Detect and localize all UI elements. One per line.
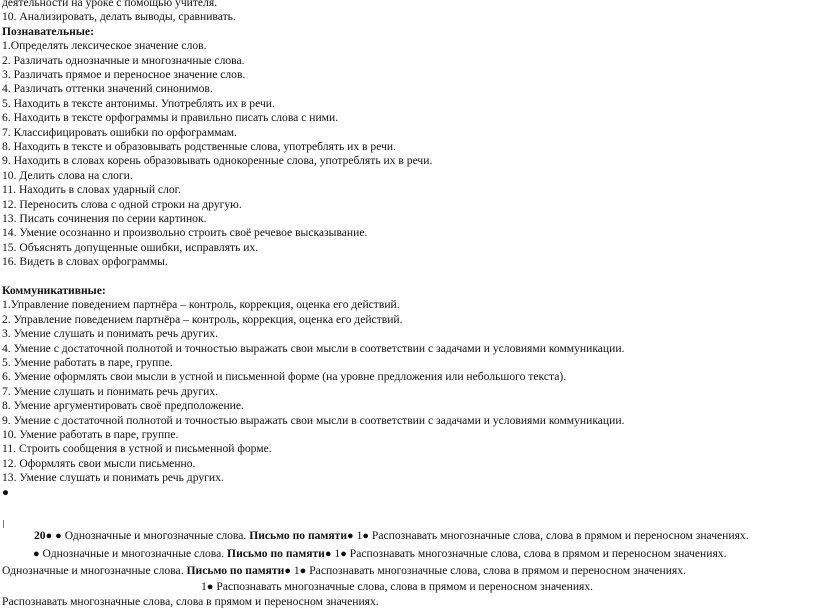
hours-count: 1 <box>290 564 300 577</box>
text-line: 12. Переносить слова с одной строки на другую. <box>2 197 242 211</box>
text-line: 1.Определять лексическое значение слов. <box>2 39 207 53</box>
section-heading: Коммуникативные: <box>2 284 106 297</box>
hours-count: 1 <box>331 547 341 560</box>
text-line: 9. Умение с достаточной полнотой и точностью выражать свои мысли в соответствии с задачами и условиями коммуникации. <box>2 413 625 427</box>
activity-type: Письмо по памяти <box>249 529 348 542</box>
text-line: 8. Умение аргументировать своё предположение. <box>2 399 244 413</box>
text-line: ● <box>2 485 10 499</box>
repeat-line-4 <box>201 580 593 594</box>
text-line: 2. Управление поведением партнёра – контроль, коррекция, оценка его действий. <box>2 312 403 326</box>
bullet: ● <box>206 581 214 593</box>
text-line: 9. Находить в словах корень образовывать однокоренные слова, употреблять их в речи. <box>2 154 433 168</box>
outcome-text: Распознавать многозначные слова, слова в прямом и переносном значениях. <box>213 580 594 593</box>
text-line: 4. Умение с достаточной полнотой и точностью выражать свои мысли в соответствии с задачами и условиями коммуникации. <box>2 341 625 355</box>
text-line: 3. Различать прямое и переносное значение слов. <box>2 68 246 81</box>
margin-marker <box>3 520 4 528</box>
row-number: 20 <box>34 529 46 542</box>
bullet: ● <box>33 548 40 560</box>
text-line: 14. Умение осознанно и произвольно строить своё речевое высказывание. <box>2 226 368 240</box>
text-line: 11. Строить сообщения в устной и письменной форме. <box>2 442 272 456</box>
text-line: 13. Умение слушать и понимать речь других. <box>2 471 224 485</box>
text-line: 10. Делить слова на слоги. <box>2 168 133 182</box>
outcome-text: Распознавать многозначные слова, слова в прямом и переносном значениях. <box>306 564 686 577</box>
text-line: 13. Писать сочинения по серии картинок. <box>2 212 207 225</box>
repeat-line-3 <box>2 564 686 578</box>
text-line: 6. Умение оформлять свои мысли в устной и письменной форме (на уровне предложения или небольшого текста). <box>2 370 567 384</box>
bullet: ● <box>45 530 53 542</box>
text-line: 5. Находить в тексте антонимы. Употреблять их в речи. <box>2 96 275 110</box>
repeat-line-5 <box>2 595 379 609</box>
text-line: 11. Находить в словах ударный слог. <box>2 183 181 197</box>
bullet: ● <box>299 565 307 577</box>
text-line: 16. Видеть в словах орфограммы. <box>2 255 168 269</box>
text-line: 12. Оформлять свои мысли письменно. <box>2 456 196 470</box>
text-line: 5. Умение работать в паре, группе. <box>2 356 173 369</box>
text-line: 4. Различать оттенки значений синонимов. <box>2 82 213 96</box>
outcome-text: Распознавать многозначные слова, слова в прямом и переносном значениях. <box>2 595 379 608</box>
outcome-text: Распознавать многозначные слова, слова в прямом и переносном значениях. <box>369 529 749 542</box>
outcome-text: Распознавать многозначные слова, слова в прямом и переносном значениях. <box>346 547 727 560</box>
text-line: 10. Анализировать, делать выводы, сравнивать. <box>2 10 236 24</box>
activity-type: Письмо по памяти <box>186 564 285 577</box>
bullet: ● <box>362 530 370 542</box>
text-line: деятельности на уроке с помощью учителя. <box>2 0 218 9</box>
text-line: 3. Умение слушать и понимать речь других. <box>2 327 219 341</box>
text-line: 7. Умение слушать и понимать речь других. <box>2 384 219 398</box>
text-line: 10. Умение работать в паре, группе. <box>2 428 179 441</box>
text-line: 8. Находить в тексте и образовывать родственные слова, употреблять их в речи. <box>2 140 396 153</box>
bullet: ● <box>340 548 347 560</box>
bullet: ● <box>55 530 62 542</box>
text-line: 15. Объяснять допущенные ошибки, исправлять их. <box>2 240 259 254</box>
text-line: 6. Находить в тексте орфограммы и правильно писать слова с ними. <box>2 111 339 125</box>
text-line: 7. Классифицировать ошибки по орфограммам. <box>2 125 237 139</box>
text-line: 1.Управление поведением партнёра – контроль, коррекция, оценка его действий. <box>2 298 400 312</box>
topic-text: Однозначные и многозначные слова. <box>2 564 187 577</box>
hours-count: 1 <box>353 529 363 542</box>
text-line: 2. Различать однозначные и многозначные слова. <box>2 53 245 67</box>
topic-text: Однозначные и многозначные слова. <box>39 547 228 560</box>
bullet: ● <box>347 530 354 542</box>
section-heading: Познавательные: <box>2 24 94 38</box>
repeat-line-1 <box>34 529 749 543</box>
repeat-line-2 <box>33 547 726 561</box>
activity-type: Письмо по памяти <box>227 547 325 560</box>
topic-text: Однозначные и многозначные слова. <box>61 529 250 542</box>
bullet: ● <box>284 565 291 577</box>
hours-count: 1 <box>201 580 207 593</box>
bullet: ● <box>324 548 332 560</box>
